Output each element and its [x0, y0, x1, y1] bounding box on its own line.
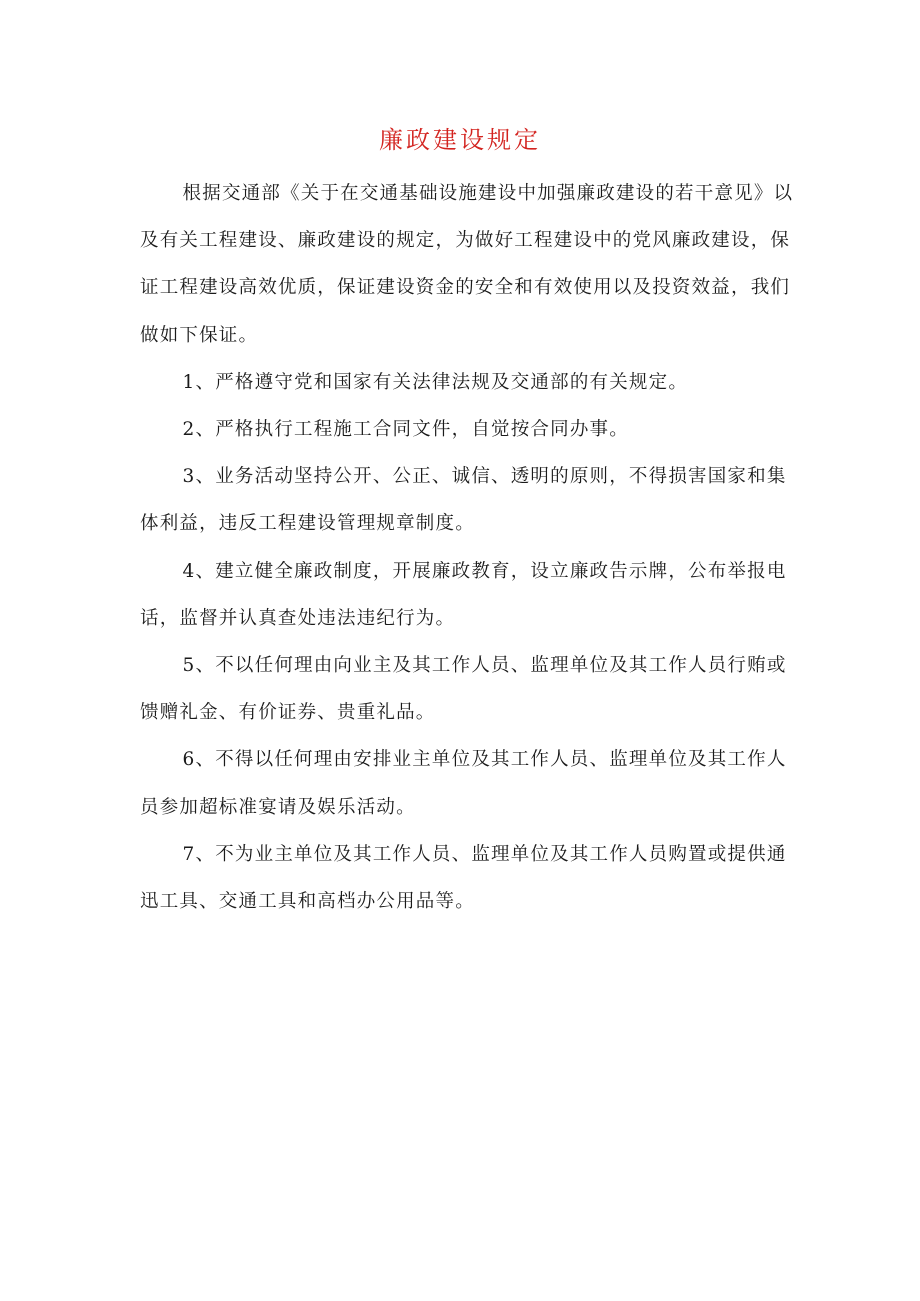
clause-1: 1、严格遵守党和国家有关法律法规及交通部的有关规定。: [182, 371, 689, 393]
clause-5: 5、不以任何理由向业主及其工作人员、监理单位及其工作人员行贿或馈赠礼金、有价证券、贵重礼品。: [140, 655, 787, 724]
document-body: [140, 170, 800, 925]
document-title: 廉政建设规定: [379, 126, 541, 154]
intro-paragraph: 根据交通部《关于在交通基础设施建设中加强廉政建设的若干意见》以及有关工程建设、廉政建设的规定，为做好工程建设中的党风廉政建设，保证工程建设高效优质，保证建设资金的安全和有效使用以及投资效益，我们做如下保证。: [140, 183, 794, 346]
clause-3: 3、业务活动坚持公开、公正、诚信、透明的原则，不得损害国家和集体利益，违反工程建设管理规章制度。: [140, 466, 787, 535]
clause-6: 6、不得以任何理由安排业主单位及其工作人员、监理单位及其工作人员参加超标准宴请及娱乐活动。: [140, 749, 787, 818]
clause-2: 2、严格执行工程施工合同文件，自觉按合同办事。: [182, 419, 629, 441]
clause-4: 4、建立健全廉政制度，开展廉政教育，设立廉政告示牌，公布举报电话，监督并认真查处违法违纪行为。: [140, 560, 787, 629]
clause-7: 7、不为业主单位及其工作人员、监理单位及其工作人员购置或提供通迅工具、交通工具和高档办公用品等。: [140, 843, 787, 913]
